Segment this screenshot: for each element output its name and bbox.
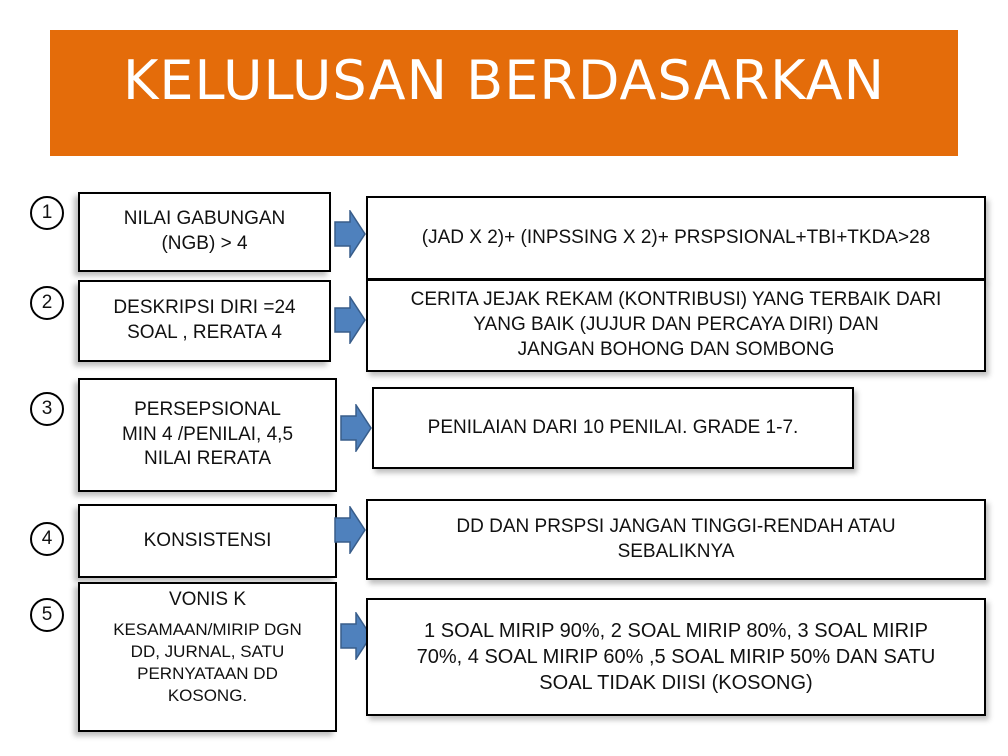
step-number-1: 1 bbox=[30, 196, 64, 230]
criterion-box-1 bbox=[78, 192, 331, 272]
criterion-line: NILAI RERATA bbox=[143, 448, 272, 470]
requirement-box-3 bbox=[372, 387, 854, 469]
criterion-line: DD, JURNAL, SATU bbox=[130, 641, 285, 661]
criterion-line: KESAMAAN/MIRIP DGN bbox=[113, 619, 302, 639]
criterion-line: KOSONG. bbox=[167, 685, 248, 705]
requirement-box-5 bbox=[366, 598, 986, 716]
criterion-box-2 bbox=[78, 280, 331, 362]
criterion-line: KONSISTENSI bbox=[143, 529, 272, 551]
requirement-box-4 bbox=[366, 499, 986, 580]
arrow-right-icon bbox=[334, 506, 366, 554]
criterion-line: (NGB) > 4 bbox=[161, 233, 248, 254]
requirement-line: (JAD X 2)+ (INPSSING X 2)+ PRSPSIONAL+TBI+TKDA>28 bbox=[421, 226, 931, 248]
criterion-line: MIN 4 /PENILAI, 4,5 bbox=[121, 423, 294, 445]
step-number-4: 4 bbox=[30, 522, 64, 556]
criterion-box-3 bbox=[78, 378, 337, 492]
criterion-title: VONIS K bbox=[168, 589, 247, 610]
step-number-5: 5 bbox=[30, 598, 64, 632]
arrow-right-icon bbox=[334, 210, 366, 258]
criterion-line: DESKRIPSI DIRI =24 bbox=[113, 297, 296, 319]
requirement-line: SOAL TIDAK DIISI (KOSONG) bbox=[539, 672, 813, 694]
requirement-line: SEBALIKNYA bbox=[617, 540, 735, 562]
criterion-line: PERSEPSIONAL bbox=[134, 398, 281, 420]
requirement-line: DD DAN PRSPSI JANGAN TINGGI-RENDAH ATAU bbox=[456, 515, 896, 537]
criterion-line: SOAL , RERATA 4 bbox=[127, 322, 282, 343]
criterion-box-4 bbox=[78, 504, 337, 578]
criterion-box-5 bbox=[78, 582, 337, 732]
step-number-2: 2 bbox=[30, 286, 64, 320]
arrow-right-icon bbox=[340, 404, 372, 452]
requirement-line: JANGAN BOHONG DAN SOMBONG bbox=[517, 338, 835, 360]
step-number-3: 3 bbox=[30, 392, 64, 426]
requirement-box-2 bbox=[366, 279, 986, 372]
requirement-line: CERITA JEJAK REKAM (KONTRIBUSI) YANG TERBAIK DARI bbox=[410, 289, 942, 311]
requirement-line: YANG BAIK (JUJUR DAN PERCAYA DIRI) DAN bbox=[473, 314, 879, 336]
title-banner bbox=[50, 30, 958, 156]
arrow-right-icon bbox=[334, 296, 366, 344]
requirement-box-1 bbox=[366, 196, 986, 280]
criterion-line: NILAI GABUNGAN bbox=[123, 208, 286, 230]
criterion-line: PERNYATAAN DD bbox=[137, 663, 278, 683]
requirement-line: PENILAIAN DARI 10 PENILAI. GRADE 1-7. bbox=[427, 416, 799, 438]
page-title: KELULUSAN BERDASARKAN bbox=[123, 48, 885, 112]
requirement-line: 1 SOAL MIRIP 90%, 2 SOAL MIRIP 80%, 3 SOAL MIRIP bbox=[424, 620, 928, 642]
requirement-line: 70%, 4 SOAL MIRIP 60% ,5 SOAL MIRIP 50% DAN SATU bbox=[416, 646, 936, 668]
